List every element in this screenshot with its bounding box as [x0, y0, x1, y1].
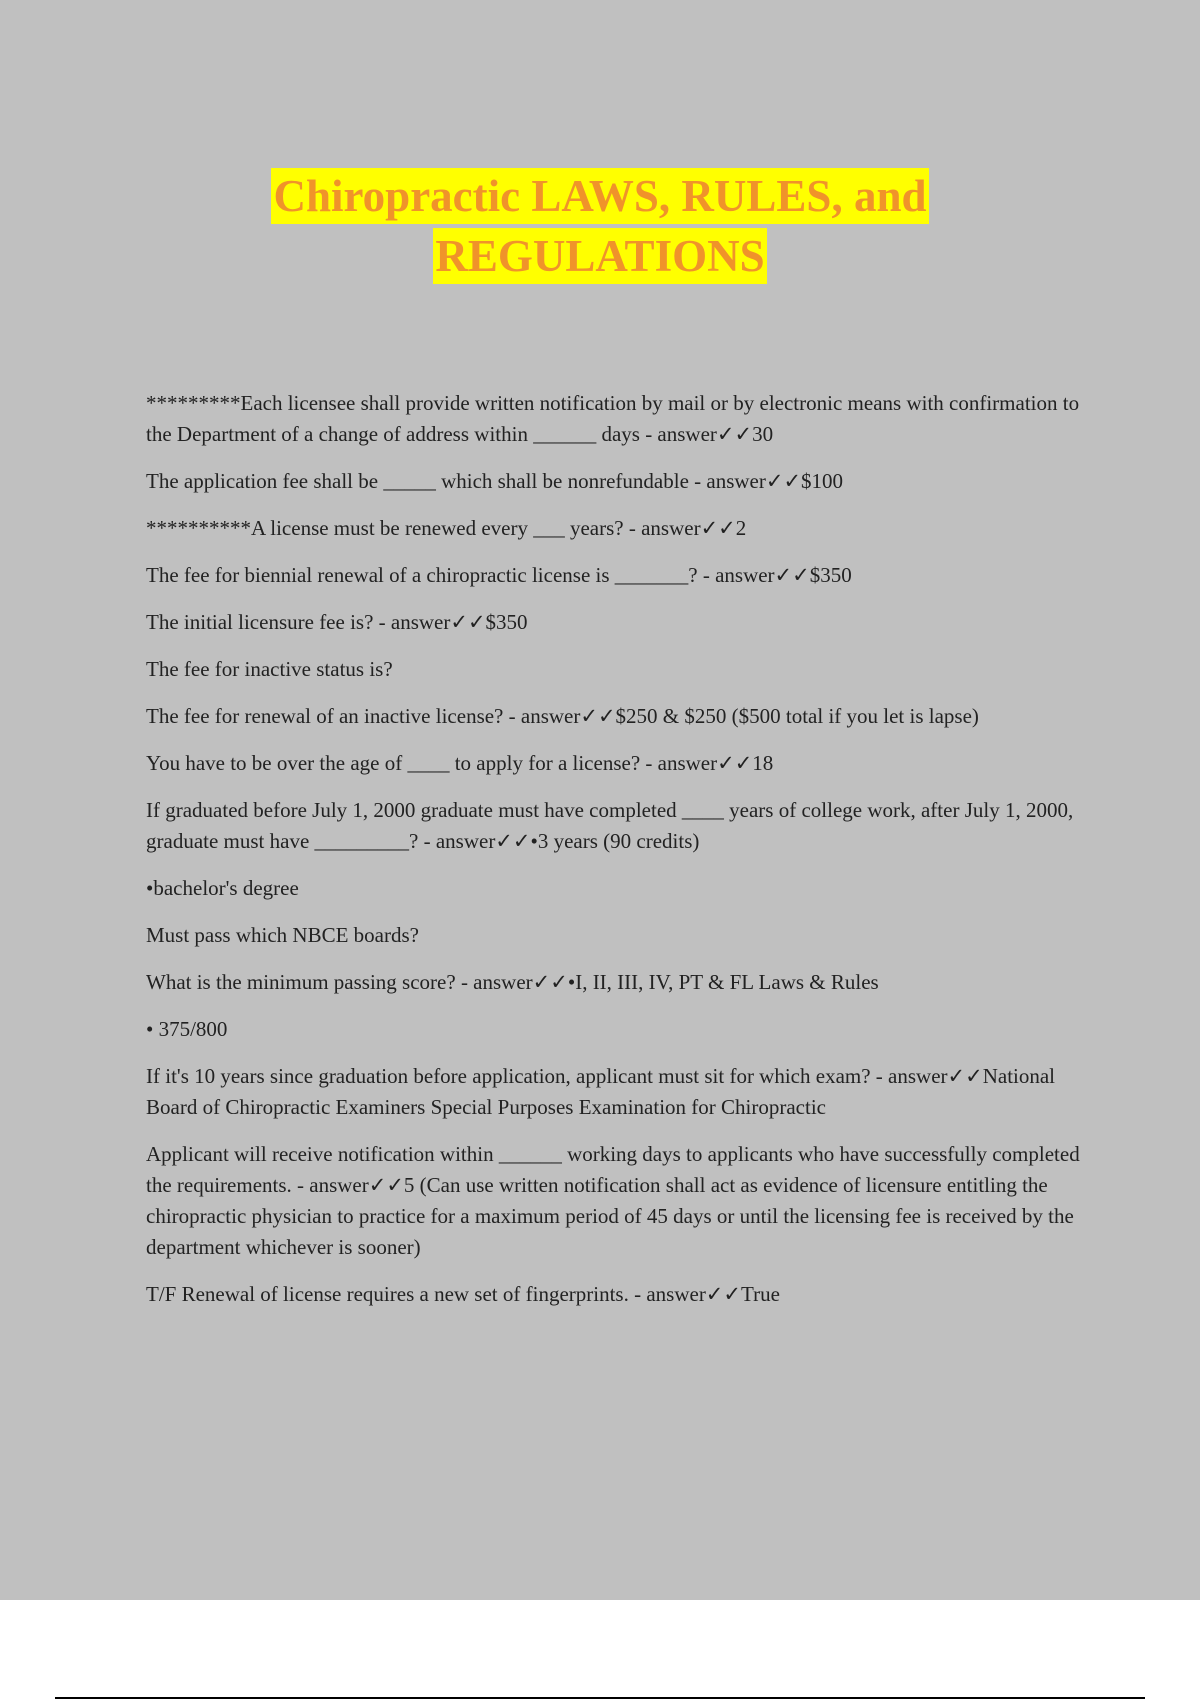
paragraph-application-fee: The application fee shall be _____ which shall be nonrefundable - answer✓✓$100	[146, 469, 844, 493]
paragraph-notification: Applicant will receive notification within ______ working days to applicants who have successfully completed the requirements. - answer✓✓5 (Can use written notification shall act as evidence of licensure entitling the chiropractic physician to practice for a maximum period of 45 days or until the licensing fee is received by the department whichever is sooner)	[146, 1142, 1080, 1259]
paragraph-nbce-boards: Must pass which NBCE boards?	[146, 923, 419, 947]
paragraph-biennial-fee: The fee for biennial renewal of a chiropractic license is _______? - answer✓✓$350	[146, 563, 852, 587]
paragraph-address-change: *********Each licensee shall provide written notification by mail or by electronic means with confirmation to the Department of a change of address within ______ days - answer✓✓30	[146, 391, 1080, 446]
title-line-2: REGULATIONS	[433, 228, 766, 284]
paragraph-special-exam: If it's 10 years since graduation before application, applicant must sit for which exam? - answer✓✓National Board of Chiropractic Examiners Special Purposes Examination for Chiropractic	[146, 1064, 1056, 1119]
footer-divider	[55, 1697, 1145, 1699]
paragraph-inactive-status: The fee for inactive status is?	[146, 657, 393, 681]
paragraph-initial-fee: The initial licensure fee is? - answer✓✓$350	[146, 610, 528, 634]
page-title	[0, 168, 1200, 284]
paragraph-college-work: If graduated before July 1, 2000 graduate must have completed ____ years of college work, after July 1, 2000, graduate must have _________? - answer✓✓•3 years (90 credits)	[146, 798, 1074, 853]
title-line-1: Chiropractic LAWS, RULES, and	[271, 168, 928, 224]
document-body	[146, 388, 1086, 1326]
paragraph-score-value: • 375/800	[146, 1017, 228, 1041]
paragraph-fingerprints: T/F Renewal of license requires a new set of fingerprints. - answer✓✓True	[146, 1282, 780, 1306]
paragraph-passing-score: What is the minimum passing score? - answer✓✓•I, II, III, IV, PT & FL Laws & Rules	[146, 970, 879, 994]
paragraph-age-requirement: You have to be over the age of ____ to apply for a license? - answer✓✓18	[146, 751, 774, 775]
paragraph-bachelor-degree: •bachelor's degree	[146, 876, 299, 900]
paragraph-inactive-renewal: The fee for renewal of an inactive license? - answer✓✓$250 & $250 ($500 total if you let is lapse)	[146, 704, 979, 728]
paragraph-renewal-period: **********A license must be renewed every ___ years? - answer✓✓2	[146, 516, 747, 540]
